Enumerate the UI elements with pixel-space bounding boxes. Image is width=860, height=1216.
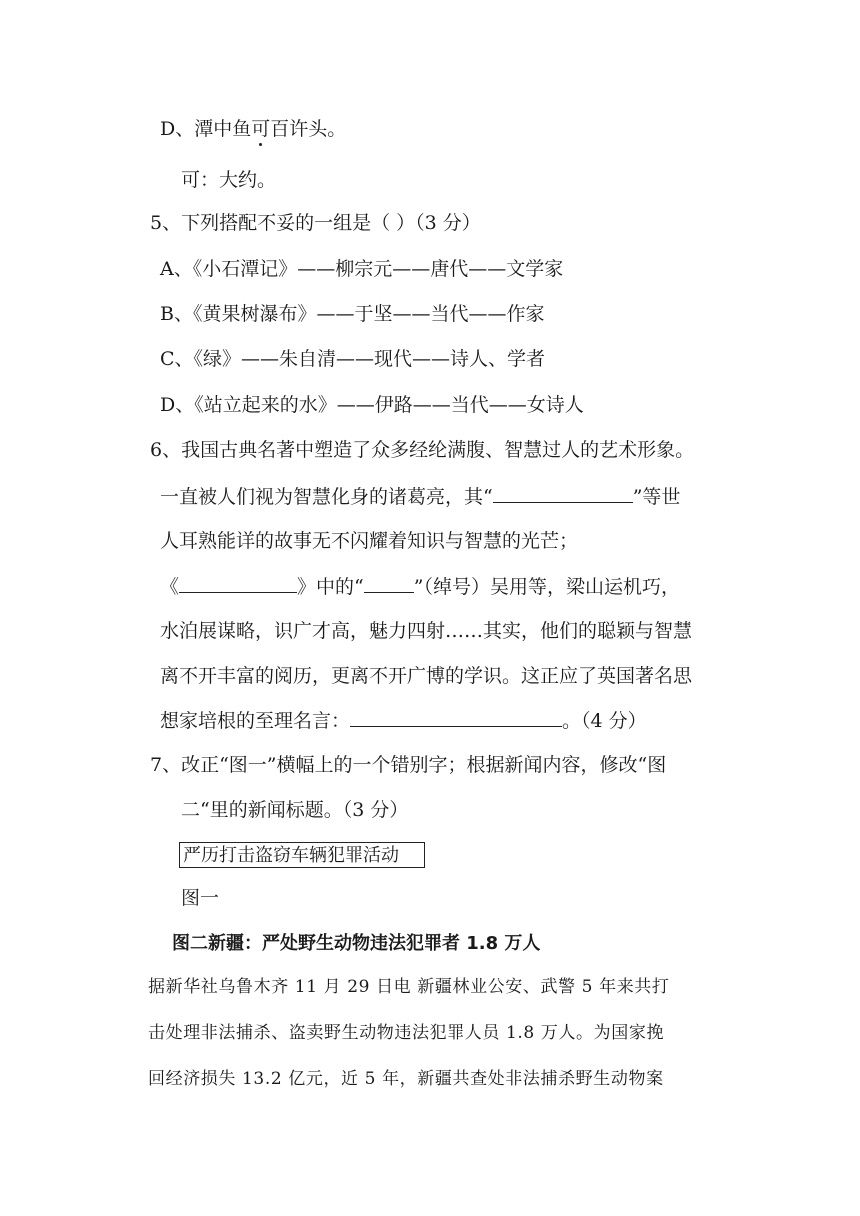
q6-line-6: 离不开丰富的阅历，更离不开广博的学识。这正应了英国著名思 — [160, 665, 693, 687]
q4-option-d-emphasized-char: 可 — [251, 118, 271, 140]
q5-option-d: D、《站立起来的水》——伊路——当代——女诗人 — [160, 394, 584, 416]
q6-line-5: 水泊展谋略，识广才高，魅力四射……其实，他们的聪颖与智慧 — [160, 620, 693, 642]
news-line-3: 回经济损失 13.2 亿元，近 5 年，新疆共查处非法捕杀野生动物案 — [148, 1069, 664, 1089]
figure-1-label: 图一 — [181, 887, 220, 909]
q6-line-4 — [160, 574, 680, 599]
q4-option-d-text-after: 百许头。 — [270, 118, 347, 140]
figure-1-banner: 严历打击盗窃车辆犯罪活动 — [179, 842, 425, 868]
news-line-2: 击处理非法捕杀、盗卖野生动物违法犯罪人员 1.8 万人。为国家挽 — [148, 1023, 665, 1043]
q6-line-4-text-c: ”（绰号）吴用等，梁山运机巧， — [413, 576, 680, 598]
q6-line-7 — [160, 708, 647, 733]
q7-line-1: 7、改正“图一”横幅上的一个错别字；根据新闻内容，修改“图 — [150, 754, 667, 776]
q5-stem: 5、下列搭配不妥的一组是（ ）（3 分） — [150, 212, 481, 234]
q4-option-d — [160, 117, 346, 141]
q6-line-3: 人耳熟能详的故事无不闪耀着知识与智慧的光芒； — [160, 530, 579, 552]
q6-line-7-text-a: 想家培根的至理名言： — [160, 710, 351, 732]
q4-option-d-text-before: D、潭中鱼 — [160, 118, 252, 140]
q5-option-a: A、《小石潭记》——柳宗元——唐代——文学家 — [160, 258, 564, 280]
q6-line-4-text-a: 《 — [160, 576, 180, 598]
q6-blank-quote[interactable] — [350, 708, 562, 727]
q6-line-2-text-a: 一直被人们视为智慧化身的诸葛亮，其“ — [160, 486, 493, 508]
q6-line-4-text-b: 》中的“ — [297, 576, 364, 598]
q7-line-2: 二“里的新闻标题。（3 分） — [181, 799, 409, 821]
figure-2-heading: 图二新疆：严处野生动物违法犯罪者 1.8 万人 — [172, 933, 541, 954]
q6-blank-nickname[interactable] — [364, 574, 414, 593]
news-line-1: 据新华社乌鲁木齐 11 月 29 日电 新疆林业公安、武警 5 年来共打 — [148, 977, 670, 997]
q6-blank-story[interactable] — [493, 484, 633, 503]
q6-line-1: 6、我国古典名著中塑造了众多经纶满腹、智慧过人的艺术形象。 — [150, 439, 695, 461]
q6-line-2 — [160, 484, 680, 509]
q6-line-2-text-b: ”等世 — [632, 486, 681, 508]
q4-option-d-gloss: 可：大约。 — [181, 169, 277, 191]
q6-line-7-text-b: 。（4 分） — [562, 710, 647, 732]
q6-blank-book-title[interactable] — [179, 574, 297, 593]
q5-option-b: B、《黄果树瀑布》——于坚——当代——作家 — [160, 303, 545, 325]
q5-option-c: C、《绿》——朱自清——现代——诗人、学者 — [160, 348, 546, 370]
